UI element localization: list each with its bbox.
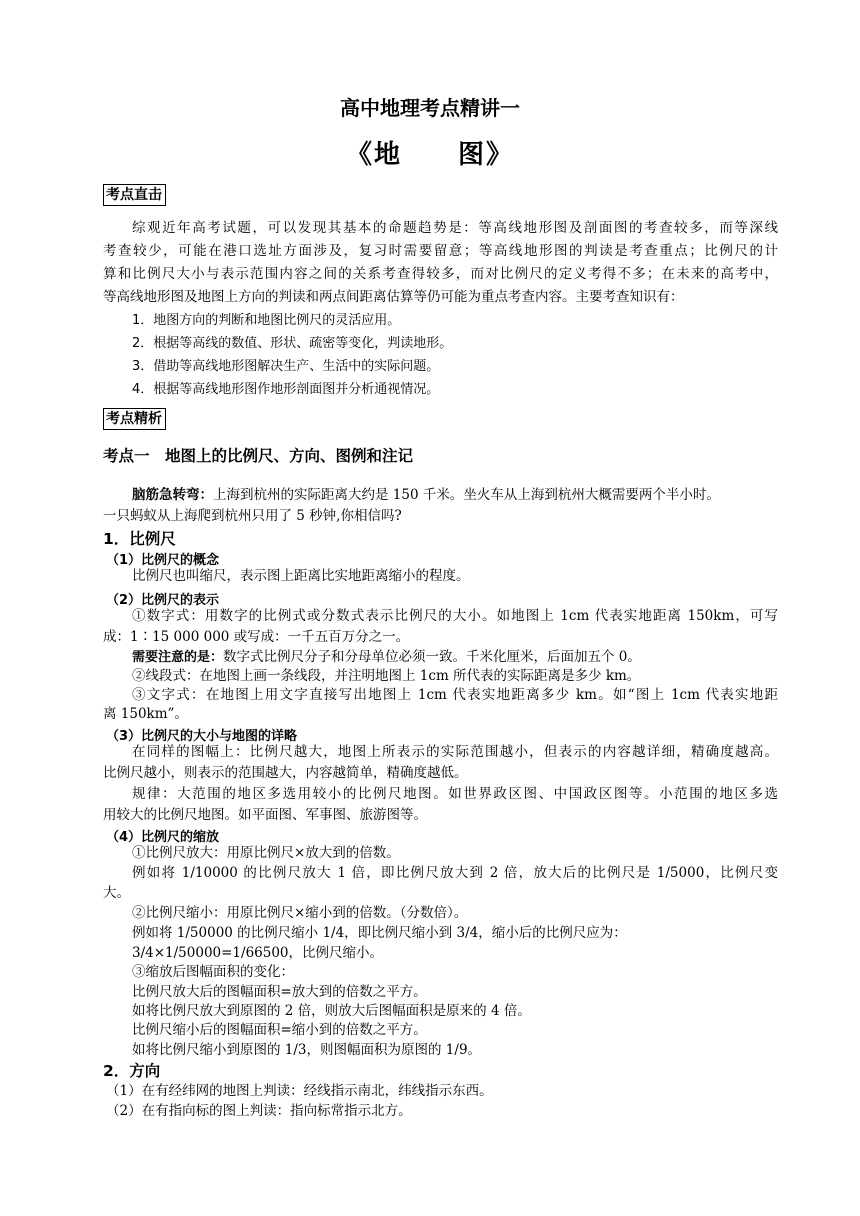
subsection-3-line-1: 在同样的图幅上：比例尺越大，地图上所表示的实际范围越小，但表示的内容越详细，精确度越高。 — [132, 744, 778, 760]
subsection-4-line-8: 比例尺放大后的图幅面积=放大到的倍数之平方。 — [132, 984, 427, 1000]
subsection-1-title: （1）比例尺的概念 — [106, 553, 220, 568]
subsection-3-title: （3）比例尺的大小与地图的详略 — [106, 729, 298, 744]
intro-line-4: 等高线地形图及地图上方向的判读和两点间距离估算等仍可能为重点考查内容。主要考查知识有： — [103, 289, 684, 305]
subsection-4-line-4: ②比例尺缩小：用原比例尺×缩小到的倍数。（分数倍）。 — [132, 905, 468, 921]
note-text: 数字式比例尺分子和分母单位必须一致。千米化厘米，后面加五个 0。 — [223, 649, 641, 665]
brain-teaser-line-2: 一只蚂蚁从上海爬到杭州只用了 5 秒钟,你相信吗? — [103, 508, 402, 524]
subsection-2-line-4: ②线段式：在地图上画一条线段，并注明地图上 1cm 所代表的实际距离是多少 km。 — [132, 668, 641, 684]
subsection-4-line-1: ①比例尺放大：用原比例尺×放大到的倍数。 — [132, 845, 400, 861]
document-subtitle: 《地 图》 — [345, 140, 514, 170]
key-point-1: 1．地图方向的判断和地图比例尺的灵活应用。 — [132, 313, 401, 328]
subsection-4-line-7: ③缩放后图幅面积的变化： — [132, 964, 294, 980]
document-title: 高中地理考点精讲一 — [340, 96, 520, 120]
note-label: 需要注意的是： — [132, 650, 224, 665]
key-point-2: 2．根据等高线的数值、形状、疏密等变化，判读地形。 — [132, 336, 453, 351]
subsection-4-line-10: 比例尺缩小后的图幅面积=缩小到的倍数之平方。 — [132, 1022, 427, 1038]
brain-teaser-label: 脑筋急转弯： — [132, 487, 213, 503]
direction-line-2: （2）在有指向标的图上判读：指向标常指示北方。 — [106, 1103, 412, 1119]
intro-line-1: 综观近年高考试题，可以发现其基本的命题趋势是：等高线地形图及剖面图的考查较多，而等深线 — [132, 220, 778, 236]
key-point-3: 3．借助等高线地形图解决生产、生活中的实际问题。 — [132, 359, 440, 374]
topic-heading: 考点一 地图上的比例尺、方向、图例和注记 — [103, 447, 414, 465]
subsection-3-line-2: 比例尺越小，则表示的范围越大，内容越简单，精确度越低。 — [103, 765, 468, 781]
subsection-4-line-11: 如将比例尺缩小到原图的 1/3，则图幅面积为原图的 1/9。 — [132, 1042, 482, 1058]
subsection-2-title: （2）比例尺的表示 — [106, 593, 220, 608]
intro-line-3: 算和比例尺大小与表示范围内容之间的关系考查得较多，而对比例尺的定义考得不多；在未来的高考中， — [103, 266, 778, 282]
subsection-2-line-6: 离 150km”。 — [103, 706, 188, 722]
subsection-4-line-6: 3/4×1/50000=1/66500，比例尺缩小。 — [132, 945, 384, 961]
subsection-4-line-9: 如将比例尺放大到原图的 2 倍，则放大后图幅面积是原来的 4 倍。 — [132, 1003, 531, 1019]
direction-line-1: （1）在有经纬网的地图上判读：经线指示南北，纬线指示东西。 — [106, 1083, 493, 1099]
subsection-2-line-5: ③文字式：在地图上用文字直接写出地图上 1cm 代表实地距离多少 km。如“图上 1cm 代表实地距 — [132, 687, 778, 703]
subsection-2-note — [132, 647, 641, 668]
key-point-4: 4．根据等高线地形图作地形剖面图并分析通视情况。 — [132, 382, 440, 397]
subsection-2-line-2: 成：1∶15 000 000 或写成：一千五百万分之一。 — [103, 629, 410, 645]
section-direction-title: 2．方向 — [103, 1062, 161, 1080]
section-heading-kaodian-jingxi: 考点精析 — [103, 408, 166, 430]
subsection-4-line-2: 例如将 1/10000 的比例尺放大 1 倍，即比例尺放大到 2 倍，放大后的比例尺是 1/5000，比例尺变 — [132, 865, 778, 881]
intro-line-2: 考查较少，可能在港口选址方面涉及，复习时需要留意；等高线地形图的判读是考查重点；比例尺的计 — [103, 243, 778, 259]
subsection-3-line-4: 用较大的比例尺地图。如平面图、军事图、旅游图等。 — [103, 807, 427, 823]
subsection-1-text: 比例尺也叫缩尺，表示图上距离比实地距离缩小的程度。 — [132, 568, 470, 584]
subsection-4-line-5: 例如将 1/50000 的比例尺缩小 1/4，即比例尺缩小到 3/4，缩小后的比例尺应为： — [132, 925, 627, 941]
brain-teaser-text: 上海到杭州的实际距离大约是 150 千米。坐火车从上海到杭州大概需要两个半小时。 — [213, 487, 720, 503]
subsection-2-line-1: ①数字式：用数字的比例式或分数式表示比例尺的大小。如地图上 1cm 代表实地距离 150km，可写 — [132, 608, 778, 624]
brain-teaser-line-1 — [132, 485, 720, 506]
subsection-4-line-3: 大。 — [103, 885, 130, 901]
subsection-4-title: （4）比例尺的缩放 — [106, 830, 220, 845]
section-heading-kaodian-zhiji: 考点直击 — [103, 184, 166, 206]
section-scale-title: 1．比例尺 — [103, 530, 176, 548]
subsection-3-line-3: 规律：大范围的地区多选用较小的比例尺地图。如世界政区图、中国政区图等。小范围的地区多选 — [132, 786, 778, 802]
